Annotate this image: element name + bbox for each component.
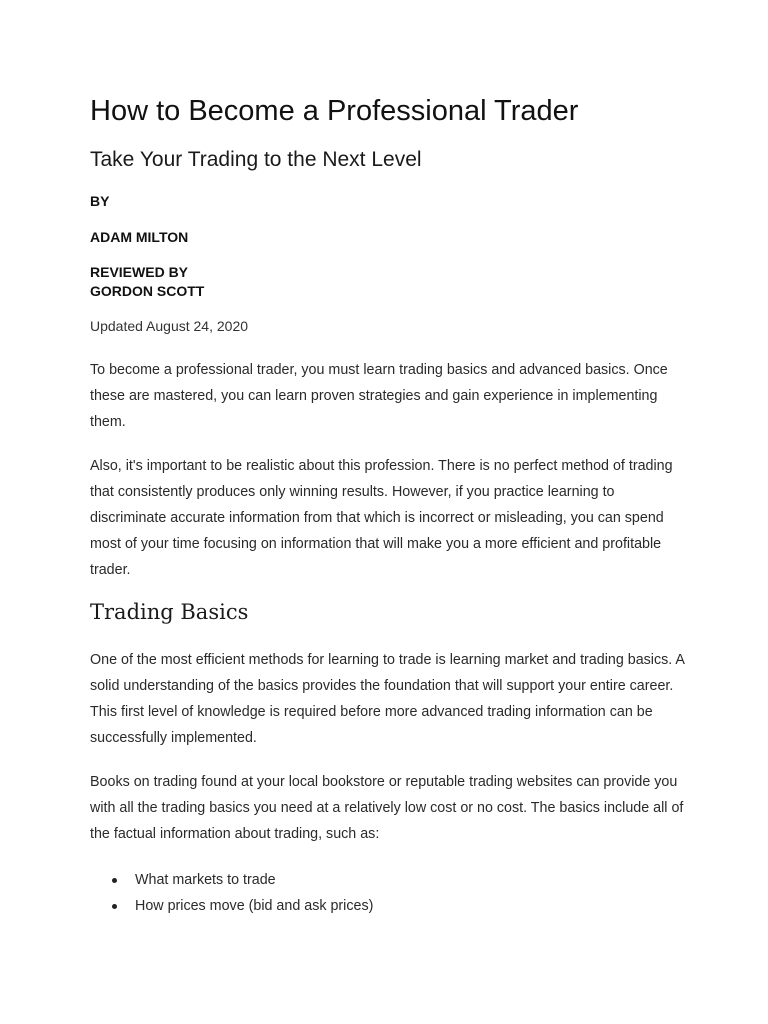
basics-bullet-list	[90, 867, 373, 919]
intro-paragraph-2: Also, it's important to be realistic about this profession. There is no perfect method of trading that consistently produces only winning results. However, if you practice learning to discriminate accurate information from that which is incorrect or misleading, you can spend most of your time focusing on information that will make you a more efficient and profitable trader.	[90, 458, 673, 578]
updated-date: Updated August 24, 2020	[90, 318, 249, 334]
bullet-icon	[112, 904, 117, 909]
by-label: BY	[90, 193, 110, 209]
reviewed-by-label: REVIEWED BY	[90, 264, 189, 280]
list-item	[90, 893, 373, 919]
article-title: How to Become a Professional Trader	[90, 95, 579, 127]
list-item-text: How prices move (bid and ask prices)	[135, 898, 374, 914]
bullet-icon	[112, 878, 117, 883]
author-name[interactable]: ADAM MILTON	[90, 229, 189, 245]
reviewer-name[interactable]: GORDON SCOTT	[90, 283, 205, 299]
intro-paragraph-1: To become a professional trader, you must learn trading basics and advanced basics. Once these are mastered, you can learn proven strategies and gain experience in implementing them.	[90, 362, 668, 430]
list-item	[90, 867, 373, 893]
trading-basics-paragraph-1: One of the most efficient methods for learning to trade is learning market and trading basics. A solid understanding of the basics provides the foundation that will support your entire career. This first level of knowledge is required before more advanced trading information can be successfully implemented.	[90, 652, 685, 746]
section-heading-trading-basics: Trading Basics	[90, 600, 249, 624]
article-subtitle: Take Your Trading to the Next Level	[90, 148, 422, 171]
trading-basics-paragraph-2: Books on trading found at your local bookstore or reputable trading websites can provide you with all the trading basics you need at a relatively low cost or no cost. The basics include all of the factual information about trading, such as:	[90, 774, 684, 842]
list-item-text: What markets to trade	[135, 872, 276, 888]
